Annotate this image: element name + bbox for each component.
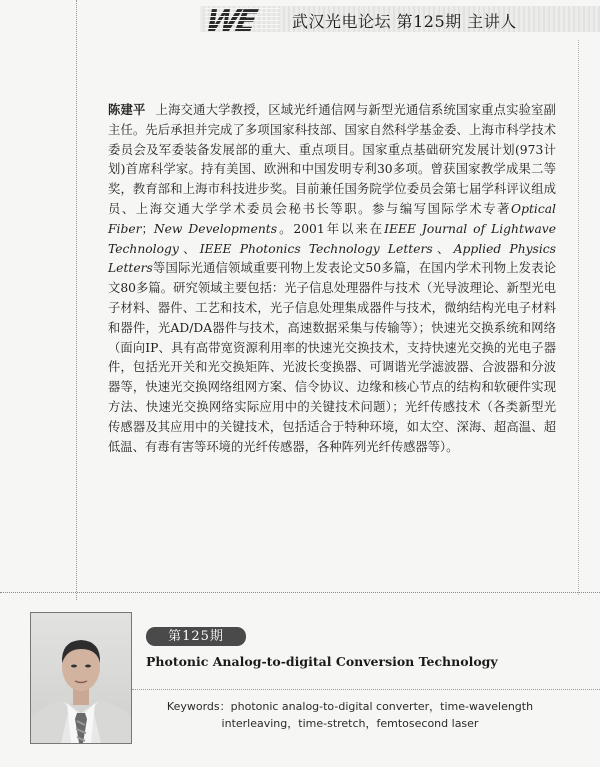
journal-title-1: IEEE Journal of Lightwave Technology [108,221,557,256]
right-margin-rule [578,40,579,595]
journal-title-3: Applied Physics Letters [108,241,556,276]
bio-text-6: 等国际光通信领域重要刊物上发表论文50多篇，在国内学术刊物上发表论文80多篇。研究领域主要包括：光子信息处理器件与技术（光导波理论、新型光电子材料、器件、工艺和技术，光子信息处理集成器件与技术，微纳结构光电子材料和器件，光AD/DA器件与技术，高速数据采集与传输等）；快速光交换系统和网络（面向IP、具有高带宽资源利用率的快速光交换技术，支持快速光交换的光电子器件，包括光开关和光交换矩阵、光波长变换器、可调谐光学滤波器、合波器和分波器等，快速光交换网络组网方案、信令协议、边缘和核心节点的结构和软硬件实现方法、快速光交换网络实际应用中的关键技术问题）；光纤传感技术（各类新型光传感器及其应用中的关键技术，包括适合于特种环境，如太空、深海、超高温、超低温、有毒有害等环境的光纤传感器，各种阵列光纤传感器等）。 [108,261,556,454]
left-margin-rule [76,0,77,600]
bio-text-3: 。2001年以来在 [277,221,385,236]
talk-keywords: Keywords：photonic analog-to-digital converter，time-wavelength interleaving，time-stretch，femtosecond laser [166,700,534,730]
speaker-name: 陈建平 [108,103,146,117]
logo-stripes [204,8,280,32]
speaker-bio [108,101,556,457]
bio-text-1: 上海交通大学教授，区域光纤通信网与新型光通信系统国家重点实验室副主任。先后承担并完成了多项国家科技部、国家自然科学基金委、上海市科学技术委员会及军委装备发展部的重大、重点项目。国家重点基础研究发展计划(973计划)首席科学家。持有美国、欧洲和中国发明专利30多项。曾获国家教学成果二等奖，教育部和上海市科技进步奖。目前兼任国务院学位委员会第七届学科评议组成员、上海交通大学学术委员会秘书长等职。参与编写国际学术专著 [108,103,556,216]
title-divider [132,689,600,690]
speaker-photo [30,612,132,744]
section-divider [0,592,600,593]
book-title-2: New Developments [153,221,278,236]
page-title: 武汉光电论坛 第125期 主讲人 [292,12,517,31]
journal-title-2: IEEE Photonics Technology Letters [199,241,433,256]
page-header [200,0,600,40]
portrait-illustration [31,613,131,743]
bio-text-2: ； [141,221,154,236]
bio-text-4: 、 [178,241,200,256]
talk-title: Photonic Analog-to-digital Conversion Technology [146,654,498,669]
book-title-1: Optical Fiber [108,201,556,236]
issue-badge: 第125期 [146,627,246,646]
bio-text-5: 、 [432,241,454,256]
